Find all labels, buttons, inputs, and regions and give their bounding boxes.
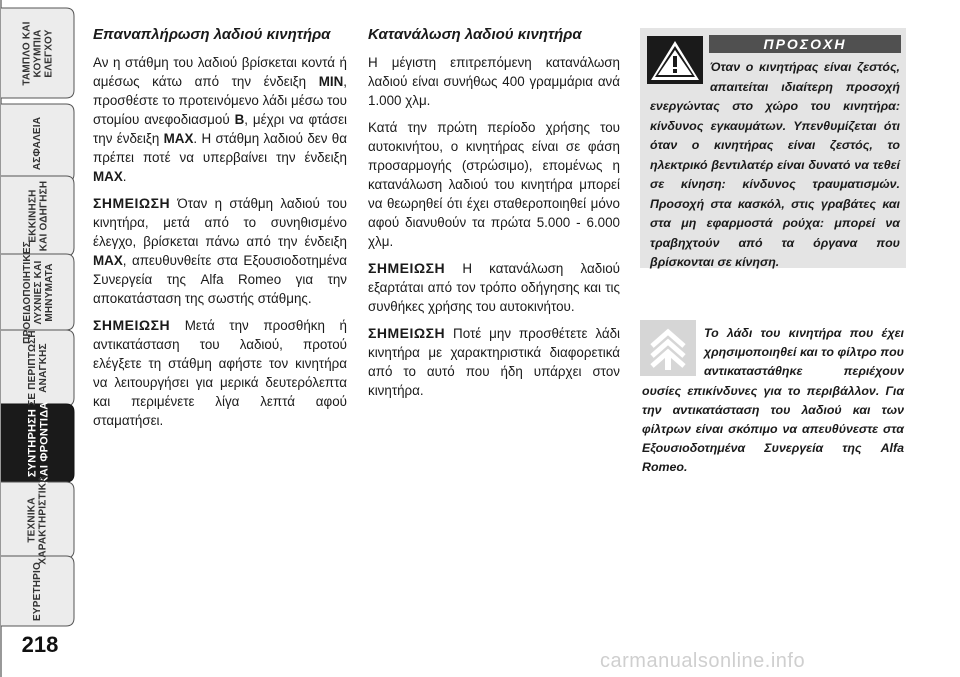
tab-warning-lights[interactable]: ΠΡΟΕΙΔΟΠΟΙΗΤΙΚΕΣ ΛΥΧΝΙΕΣ ΚΑΙ ΜΗΝΥΜΑΤΑ	[21, 240, 55, 344]
paragraph-topup: Αν η στάθμη του λαδιού βρίσκεται κοντά ή αμέσως κάτω από την ένδειξη MIN, προσθέστε το προτεινόμενο λάδι μέσω του στομίου ανεφοδιασμού B, μέχρι να φτάσει την ένδειξη MAX. Η στάθμη λαδιού δεν θα πρέπει ποτέ να υπερβαίνει την ένδειξη MAX.	[93, 55, 348, 184]
environment-note	[640, 320, 906, 480]
watermark: carmanualsonline.info	[600, 650, 806, 672]
warning-text: Όταν ο κινητήρας είναι ζεστός, απαιτείται ιδιαίτερη προσοχή ενεργώντας στο χώρο του κινητήρα: κίνδυνος εγκαυμάτων. Υπενθυμίζεται ότι όταν ο κινητήρας είναι ζεστός, το ηλεκτρικό βεντιλατέρ είναι δυνατό να τεθεί σε κίνηση: κίνδυνος τραυματισμών. Προσοχή στα κασκόλ, στις γραβάτες και στα μη εφαρμοστά ρούχα: μπορεί να τραβηχτούν από τα όργανα που βρίσκονται σε κίνηση.	[650, 60, 900, 269]
environment-text: Το λάδι του κινητήρα που έχει χρησιμοποιηθεί και το φίλτρο που αντικαταστάθηκε περιέχουν ουσίες επικίνδυνες για το περιβάλλον. Για την αντικατάσταση του λαδιού και των φίλτρων είναι σκόπιμο να απευθύνεστε στα Εξουσιοδοτημένα Συνεργεία της Alfa Romeo.	[642, 326, 904, 475]
tab-safety[interactable]: ΑΣΦΑΛΕΙΑ	[32, 116, 44, 170]
note-after-topup: ΣΗΜΕΙΩΣΗ Μετά την προσθήκη ή αντικατάσταση του λαδιού, προτού ελέγξετε τη στάθμη αφήστε τον κινητήρα να λειτουργήσει για μερικά δευτερόλεπτα και περιμένετε λίγα λεπτά αφού σταματήσει.	[93, 317, 347, 428]
tab-emergency[interactable]: ΣΕ ΠΕΡΙΠΤΩΣΗ ΑΝΑΓΚΗΣ	[27, 330, 49, 406]
warning-box	[640, 28, 906, 268]
tab-dashboard-controls[interactable]: ΤΑΜΠΛΟ ΚΑΙ ΚΟΥΜΠΙΑ ΕΛΕΓΧΟΥ	[21, 20, 55, 86]
note-driving-style: ΣΗΜΕΙΩΣΗ Η κατανάλωση λαδιού εξαρτάται από τον τρόπο οδήγησης και τις συνθήκες χρήσης του αυτοκινήτου.	[368, 260, 620, 314]
paragraph-break-in: Κατά την πρώτη περίοδο χρήσης του αυτοκινήτου, ο κινητήρας είναι σε φάση προσαρμογής (στρώσιμο), επομένως η κατανάλωση λαδιού του κινητήρα μπορεί να θεωρηθεί ότι έχει σταθεροποιηθεί μόνο αφού διανυθούν τα πρώτα 5.000 - 6.000 χλμ.	[368, 120, 620, 249]
section-title-oil-topup: Επαναπλήρωση λαδιού κινητήρα	[93, 26, 331, 43]
note-oil-type: ΣΗΜΕΙΩΣΗ Ποτέ μην προσθέτετε λάδι κινητήρα με χαρακτηριστικά διαφορετικά από το αυτό που ήδη υπάρχει στον κινητήρα.	[368, 325, 620, 398]
paragraph-max-consumption: Η μέγιστη επιτρεπόμενη κατανάλωση λαδιού είναι συνήθως 400 γραμμάρια ανά 1.000 χλμ.	[368, 55, 620, 108]
note-above-max: ΣΗΜΕΙΩΣΗ Όταν η στάθμη λαδιού του κινητήρα, μετά από το συνηθισμένο έλεγχο, βρίσκεται πάνω από την ένδειξη MAX, απευθυνθείτε στα Εξουσιοδοτημένα Συνεργεία της Alfa Romeo για την αποκατάσταση της σωστής στάθμης.	[93, 195, 347, 306]
page-number: 218	[21, 632, 59, 657]
column-oil-consumption	[368, 26, 620, 408]
tab-technical-specs[interactable]: ΤΕΧΝΙΚΑ ΧΑΡΑΚΤΗΡΙΣΤΙΚΑ	[27, 475, 49, 565]
column-oil-topup	[93, 26, 347, 438]
warning-heading: ΠΡΟΣΟΧΗ	[709, 35, 901, 53]
section-title-oil-consumption: Κατανάλωση λαδιού κινητήρα	[368, 26, 582, 43]
section-tabs	[0, 0, 80, 677]
recycle-tree-icon	[640, 320, 696, 376]
tab-index[interactable]: ΕΥΡΕΤΗΡΙΟ	[32, 561, 44, 621]
tab-starting-driving[interactable]: ΕΚΚΙΝΗΣΗ ΚΑΙ ΟΔΗΓΗΣΗ	[26, 180, 49, 252]
tab-maintenance-care[interactable]: ΣΥΝΤΗΡΗΣΗ ΚΑΙ ΦΡΟΝΤΙΔΑ	[26, 401, 50, 485]
